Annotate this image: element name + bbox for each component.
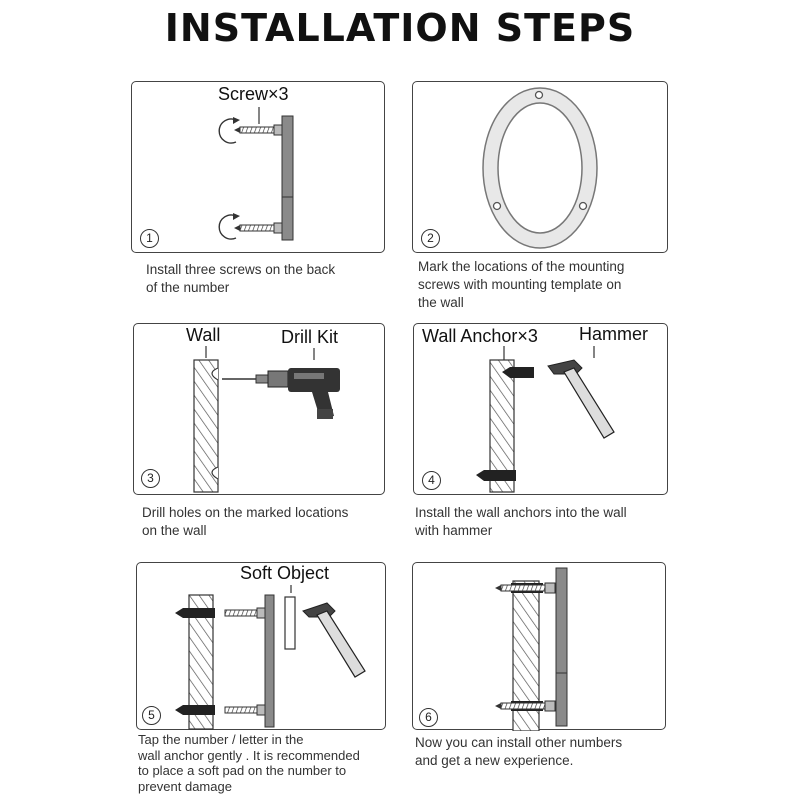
hammer-icon [303, 603, 365, 677]
step-6-illustration [413, 563, 667, 731]
step-5-illustration [137, 563, 387, 731]
step-4-illustration [414, 324, 669, 496]
drill-kit-label: Drill Kit [281, 327, 338, 347]
top-screw-icon [234, 125, 282, 135]
step-6-panel [412, 562, 666, 730]
step-4-panel [413, 323, 668, 495]
wall-anchor-label: Wall Anchor×3 [422, 326, 538, 346]
wall-label: Wall [186, 325, 221, 345]
step-4-number: 4 [422, 471, 441, 490]
drill-icon [222, 368, 340, 419]
step-4-caption: Install the wall anchors into the wall with hammer [415, 505, 627, 538]
page-title: INSTALLATION STEPS [164, 6, 636, 50]
step-5-panel [136, 562, 386, 730]
step-6-caption: Now you can install other numbers and get a new experience. [415, 735, 623, 768]
step-1-caption: Install three screws on the back of the number [146, 262, 336, 295]
hammer-icon [548, 360, 614, 438]
screw-label: Screw×3 [218, 84, 289, 104]
step-2-number: 2 [421, 229, 440, 248]
step-1-number: 1 [140, 229, 159, 248]
step-3-number: 3 [141, 469, 160, 488]
number-bar [265, 595, 274, 727]
step-6-number: 6 [419, 708, 438, 727]
step-2-caption: Mark the locations of the mounting screws with mounting template on the wall [418, 259, 625, 310]
wall-anchor-icon-2 [476, 470, 516, 481]
step-3-illustration [134, 324, 386, 496]
mounting-template-icon [483, 88, 597, 248]
step-5-number: 5 [142, 706, 161, 725]
step-5-caption: Tap the number / letter in the wall anchor gently . It is recommended to place a soft pad on the number to prevent damage [138, 732, 360, 794]
step-2-illustration [413, 82, 669, 254]
step-1-illustration [132, 82, 386, 254]
soft-object-icon [285, 597, 295, 649]
step-1-panel [131, 81, 385, 253]
step-2-panel [412, 81, 668, 253]
bottom-screw-icon [234, 223, 282, 233]
number-bar [556, 568, 567, 726]
number-bar [282, 116, 293, 240]
hammer-label: Hammer [579, 324, 649, 344]
step-3-caption: Drill holes on the marked locations on the wall [142, 505, 349, 538]
soft-object-label: Soft Object [240, 563, 330, 583]
step-3-panel [133, 323, 385, 495]
